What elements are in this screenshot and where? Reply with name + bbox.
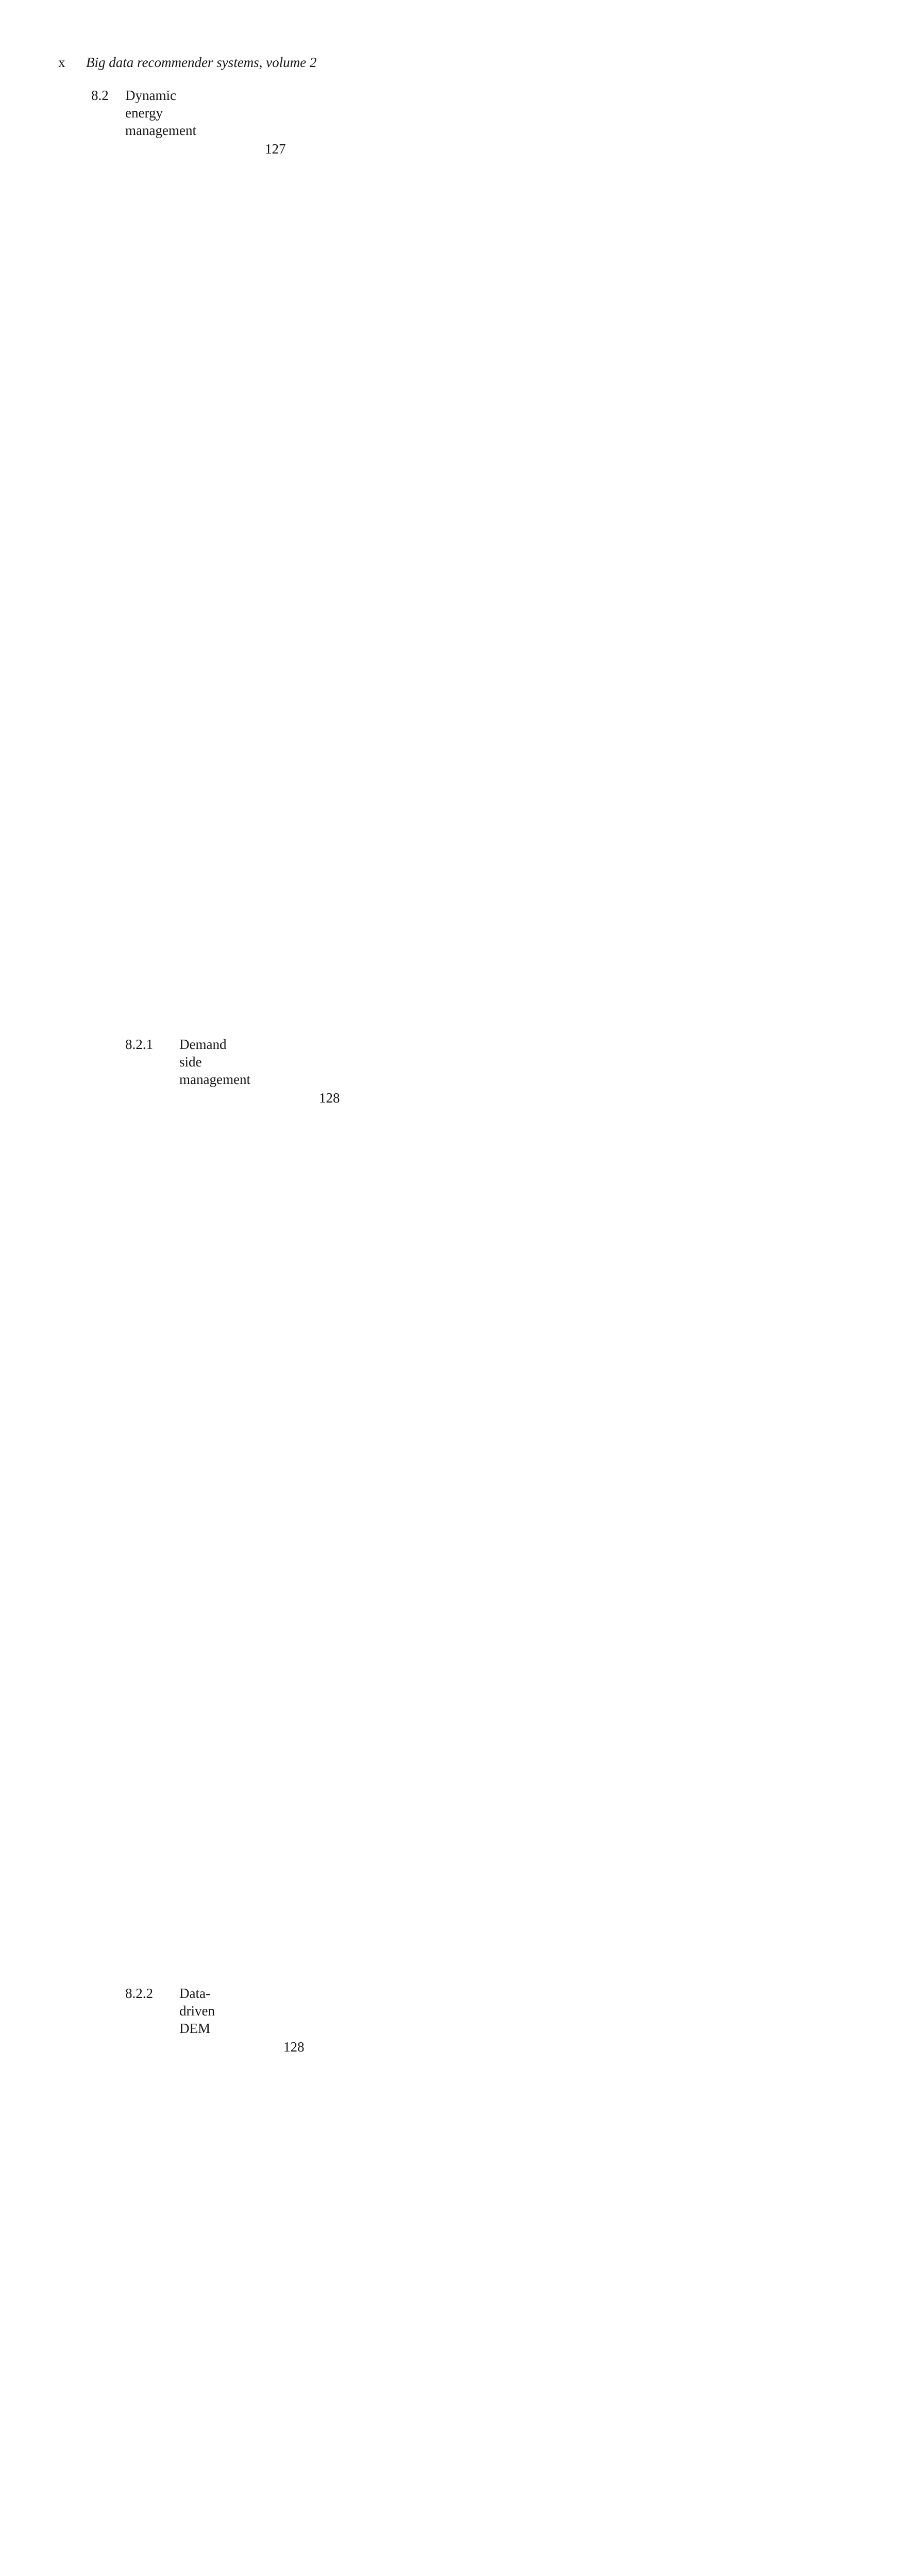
table-of-contents [58, 87, 542, 2576]
toc-entry [58, 87, 542, 1036]
entry-page-number: 127 [264, 141, 286, 157]
toc-entry [58, 1985, 542, 2576]
toc-block [58, 87, 542, 2576]
entry-number: 8.2.1 [125, 1037, 153, 1052]
entry-page-number: 128 [318, 1090, 340, 1106]
entry-page-number: 128 [283, 2039, 305, 2055]
entry-number: 8.2 [91, 88, 109, 103]
entry-title: Demand side management [179, 1037, 250, 1087]
page-folio: x [58, 55, 65, 70]
entry-title: Data-driven DEM [179, 1986, 215, 2036]
toc-entry [58, 1036, 542, 1985]
entry-title: Dynamic energy management [125, 88, 196, 138]
entry-number: 8.2.2 [125, 1986, 153, 2001]
running-title: Big data recommender systems, volume 2 [86, 55, 317, 70]
running-head [58, 54, 542, 71]
